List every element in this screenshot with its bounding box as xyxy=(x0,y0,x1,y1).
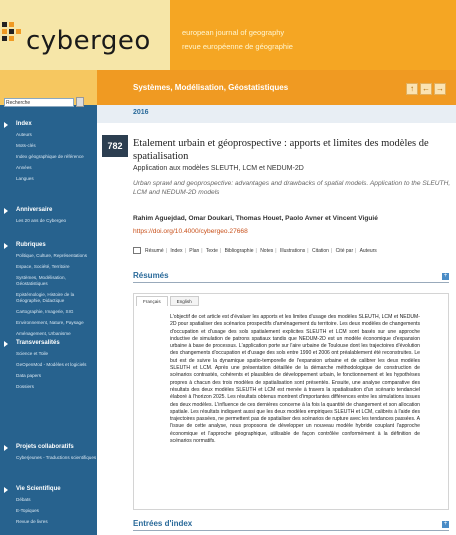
tagline-area xyxy=(170,0,456,70)
separator: | xyxy=(330,248,333,254)
logo: cybergeo xyxy=(26,26,151,56)
article-year[interactable]: 2016 xyxy=(133,109,149,116)
sidebar-block-rubriques xyxy=(0,242,97,337)
toolbar-link-resume[interactable]: Résumé xyxy=(145,248,164,254)
article-toolbar xyxy=(133,245,451,257)
logo-area[interactable] xyxy=(0,0,170,70)
abstract-box xyxy=(133,293,449,510)
sidebar-head[interactable]: Transversalités xyxy=(0,340,97,346)
sidebar-item[interactable]: Espace, Société, Territoire xyxy=(16,264,70,269)
resumes-section-header[interactable] xyxy=(133,271,449,283)
tab-francais[interactable]: Français xyxy=(136,296,168,306)
sidebar-item[interactable]: Dossiers xyxy=(16,384,34,389)
sidebar xyxy=(0,100,97,535)
sidebar-item[interactable]: Index géographique de référence xyxy=(16,154,84,159)
sidebar-item[interactable]: E-Topiques xyxy=(16,508,39,513)
sidebar-item[interactable]: Systèmes, Modélisation, Géostatistiques xyxy=(16,275,66,286)
separator: | xyxy=(165,248,167,254)
sidebar-item[interactable]: Cartographie, Imagerie, SIG xyxy=(16,309,74,314)
toolbar-link-notes[interactable]: Notes xyxy=(260,248,274,254)
separator: | xyxy=(219,248,222,254)
sidebar-item[interactable]: Environnement, Nature, Paysage xyxy=(16,320,84,325)
article-authors[interactable]: Rahim Aguejdad, Omar Doukari, Thomas Houet, Paolo Avner et Vincent Viguié xyxy=(133,215,378,222)
sidebar-item[interactable]: Science et Toile xyxy=(16,351,49,356)
sidebar-item[interactable]: Années xyxy=(16,165,32,170)
sidebar-head[interactable]: Projets collaboratifs xyxy=(0,444,97,450)
section-nav xyxy=(406,83,446,95)
separator: | xyxy=(255,248,257,254)
tagline-fr: revue européenne de géographie xyxy=(182,42,293,51)
expand-plus-icon[interactable]: + xyxy=(443,273,448,279)
abstract-text: L'objectif de cet article est d'évaluer les apports et les limites d'usage des modèles SLEUTH, LCM et NEDUM-2D pour spatialiser des scénarios prospectifs d'aménagement du territoire. Les deux modèles de changements d'occupation et d'usage des sols spatialement explicites SLEUTH et LCM sont basés sur une approche inductive de simulation de patrons spatiaux tandis que NEDUM-2D est un modèle économique d'expansion urbaine à base de processus. L'application porte sur l'aire urbaine de Toulouse dont les trajectoires d'évolution des changements d'occupation et d'usage des sols entre 1990 et 2006 ont préalablement été reconstruites. Le but est de suivre la dynamique spatio-temporelle de l'expansion urbaine et de calibrer les deux modèles SLEUTH et LCM. Après une présentation détaillée de la démarche méthodologique de construction de scénarios contrastés, cohérents et plausibles de développement urbain, le fonctionnement et les hypothèses propres à chacun des trois modèles de spatialisation sont présentés. Ensuite, une analyse comparative des résultats des deux modèles SLEUTH et LCM est menée à travers la spatialisation d'un scénario tendanciel élaboré à l'horizon 2025. Les résultats obtenus montrent d'importantes différences entre les simulations issues des deux modèles. L'influence de ces dernières concerne à la fois la quantité de changement et son allocation spatiale. Les résultats indiquent aussi que les deux modèles empiriques SLEUTH et LCM, calibrés à l'aide des trajectoires passées, ne permettent pas de spatialiser des scénarios de rupture avec les tendances passées. A l'issue de cette analyse, nous proposons de développer un nouveau modèle hybride couplant l'approche économique et l'approche géographique, utilisable de façon contrôlée conformément à la définition de scénarios normatifs. xyxy=(170,314,420,445)
article-number-badge: 782 xyxy=(102,135,128,157)
sidebar-head[interactable]: Anniversaire xyxy=(0,207,97,213)
search-button[interactable] xyxy=(76,97,84,107)
sidebar-item[interactable]: Revue de livres xyxy=(16,519,48,524)
sidebar-item[interactable]: GeOpenMod - Modèles et logiciels xyxy=(16,362,87,367)
sidebar-item[interactable]: Langues xyxy=(16,176,34,181)
tagline-en: european journal of geography xyxy=(182,28,285,37)
sidebar-item[interactable]: Les 20 ans de Cybergeo xyxy=(16,218,67,223)
sidebar-item[interactable]: Débats xyxy=(16,497,31,502)
sidebar-head[interactable]: Index xyxy=(0,121,97,127)
entrees-heading: Entrées d'index xyxy=(133,519,193,528)
sidebar-block-anniversaire xyxy=(0,207,97,224)
sidebar-item[interactable]: Cyberjeunes - Traductions scientifiques xyxy=(16,455,97,460)
language-tabs xyxy=(136,296,201,306)
separator: | xyxy=(201,248,203,254)
article-english-title: Urban sprawl and geoprospective: advantages and drawbacks of spatial models. Application to the SLEUTH, LCM and NEDUM-2D models xyxy=(133,180,451,196)
prev-arrow-icon[interactable]: ← xyxy=(422,84,430,93)
next-arrow-icon[interactable]: → xyxy=(436,84,444,93)
toolbar-link-texte[interactable]: Texte xyxy=(205,248,218,254)
doi-link[interactable]: https://doi.org/10.4000/cybergeo.27668 xyxy=(133,228,248,235)
separator: | xyxy=(275,248,277,254)
sidebar-block-transversalites xyxy=(0,340,97,390)
up-arrow-icon[interactable]: ↑ xyxy=(406,83,418,95)
tab-english[interactable]: English xyxy=(170,296,199,306)
sidebar-item[interactable]: Mots-clés xyxy=(16,143,36,148)
separator: | xyxy=(355,248,357,254)
toolbar-link-auteurs[interactable]: Auteurs xyxy=(359,248,377,254)
separator: | xyxy=(307,248,309,254)
toolbar-link-citation[interactable]: Citation xyxy=(311,248,329,254)
entrees-section-header[interactable] xyxy=(133,519,449,531)
sidebar-head[interactable]: Vie Scientifique xyxy=(0,486,97,492)
sidebar-block-vie-scientifique xyxy=(0,486,97,525)
sidebar-item[interactable]: Epistémologie, Histoire de la Géographie, Didactique xyxy=(16,292,75,303)
article-title: Etalement urbain et géoprospective : apports et limites des modèles de spatialisation xyxy=(133,138,429,162)
year-bar xyxy=(97,105,456,123)
sidebar-item[interactable]: Data papers xyxy=(16,373,42,378)
article-subtitle: Application aux modèles SLEUTH, LCM et NEDUM-2D xyxy=(133,165,304,172)
toolbar-link-bibliographie[interactable]: Bibliographie xyxy=(224,248,254,254)
main-content xyxy=(97,105,456,535)
sidebar-item[interactable]: Politique, Culture, Représentations xyxy=(16,253,87,258)
expand-plus-icon[interactable]: + xyxy=(443,521,448,527)
toolbar-link-plan[interactable]: Plan xyxy=(189,248,200,254)
sidebar-item[interactable]: Aménagement, Urbanisme xyxy=(16,331,71,336)
resumes-heading: Résumés xyxy=(133,271,169,280)
separator: | xyxy=(184,248,186,254)
toolbar-link-index[interactable]: Index xyxy=(170,248,183,254)
toolbar-link-illustrations[interactable]: Illustrations xyxy=(279,248,306,254)
section-header xyxy=(97,77,456,102)
sidebar-block-index xyxy=(0,121,97,182)
site-header xyxy=(0,0,456,70)
sidebar-item[interactable]: Auteurs xyxy=(16,132,32,137)
sidebar-block-projets xyxy=(0,444,97,461)
print-icon[interactable] xyxy=(133,247,141,254)
toolbar-links xyxy=(145,248,379,254)
sidebar-head[interactable]: Rubriques xyxy=(0,242,97,248)
search-input[interactable]: Recherche xyxy=(4,98,74,107)
toolbar-link-cite-par[interactable]: Cité par xyxy=(335,248,354,254)
section-title[interactable]: Systèmes, Modélisation, Géostatistiques xyxy=(133,83,289,92)
